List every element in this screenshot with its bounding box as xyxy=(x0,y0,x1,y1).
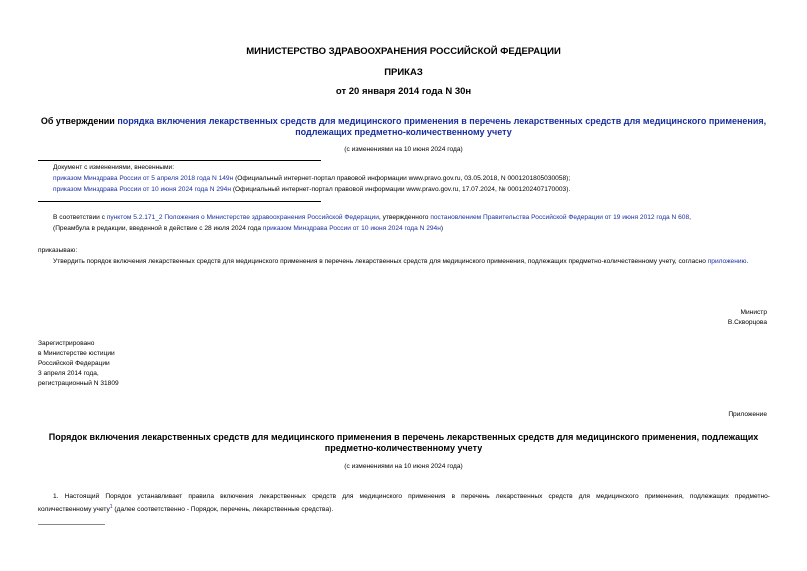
order-body: Утвердить порядок включения лекарственных средств для медицинского применения в перечень лекарственных средств для медицинского применения, подлежащих предметно-количественному учету, согласно xyxy=(53,258,706,265)
preamble-text: В соответствии с xyxy=(53,214,107,221)
preamble-text: (Преамбула в редакции, введенной в действие с 28 июля 2024 года xyxy=(53,225,263,232)
divider-top xyxy=(38,160,321,161)
doc-type-heading: ПРИКАЗ xyxy=(384,67,423,78)
registration-block xyxy=(38,339,119,389)
date-number-heading: от 20 января 2014 года N 30н xyxy=(335,86,472,97)
preamble-line-2 xyxy=(53,224,793,234)
appendix-label: Приложение xyxy=(728,411,767,418)
title-prefix: Об утверждении xyxy=(40,116,118,126)
registration-line: Зарегистрировано xyxy=(38,340,95,347)
appendix-paragraph-1 xyxy=(38,492,770,515)
preamble-text: , утвержденного xyxy=(378,214,431,221)
p1-text: (далее соответственно - Порядок, перечень, лекарственные средства). xyxy=(112,506,334,514)
registration-line: Российской Федерации xyxy=(38,360,110,367)
title-link[interactable]: порядка включения лекарственных средств для медицинского применения в перечень лекарственных средств для медицинского применения, xyxy=(117,116,767,126)
p1-line1: 1. Настоящий Порядок устанавливает правила включения лекарственных средств для медицинского применения в перечень лекарственных средств для медицинского применения, подлежащих предметно- xyxy=(53,493,770,500)
registration-line: регистрационный N 31809 xyxy=(38,380,119,387)
signature-role: Министр xyxy=(740,309,767,316)
signature xyxy=(728,308,767,328)
p1-text: количественному учету xyxy=(38,506,110,514)
change-rest-1: (Официальный интернет-портал правовой информации www.pravo.gov.ru, 03.05.2018, N 0001201805030058); xyxy=(233,175,571,182)
order-text xyxy=(38,257,770,267)
appendix-amend-note: (с изменениями на 10 июня 2024 года) xyxy=(344,463,463,470)
changes-block xyxy=(53,163,773,195)
footnote-ref[interactable]: 1 xyxy=(109,504,113,510)
appendix-title-line1: Порядок включения лекарственных средств для медицинского применения в перечень лекарственных средств для медицинского применения, подлежащих xyxy=(48,432,759,442)
signature-name: В.Скворцова xyxy=(727,319,767,326)
appendix-title-line2: предметно-количественному учету xyxy=(324,443,483,453)
registration-line: 3 апреля 2014 года, xyxy=(38,370,99,377)
title-link-line2[interactable]: подлежащих предметно-количественному учету xyxy=(295,127,512,137)
order-appendix-link[interactable]: приложению xyxy=(707,258,747,265)
order-end: . xyxy=(746,258,749,265)
change-rest-2: (Официальный интернет-портал правовой информации www.pravo.gov.ru, 17.07.2024, № 0001202407170003). xyxy=(230,186,571,193)
amend-note: (с изменениями на 10 июня 2024 года) xyxy=(344,146,463,153)
changes-item-1 xyxy=(53,174,773,184)
changes-item-2 xyxy=(53,185,773,195)
preamble-text: , xyxy=(689,214,691,221)
changes-heading: Документ с изменениями, внесенными: xyxy=(53,164,175,171)
p1-line2 xyxy=(38,502,770,515)
preamble-link-1[interactable]: пунктом 5.2.171_2 Положения о Министерстве здравоохранения Российской Федерации xyxy=(106,214,379,221)
order-word: приказываю: xyxy=(38,247,78,254)
appendix-title xyxy=(0,432,807,454)
preamble-text: ) xyxy=(440,225,444,232)
registration-line: в Министерстве юстиции xyxy=(38,350,115,357)
preamble-link-2[interactable]: постановлением Правительства Российской Федерации от 19 июня 2012 года N 608 xyxy=(430,214,690,221)
preamble xyxy=(53,213,793,234)
change-link-2[interactable]: приказом Минздрава России от 10 июня 2024 года N 294н xyxy=(53,186,231,193)
preamble-line-1 xyxy=(53,213,793,223)
footnote-divider xyxy=(38,524,105,525)
ministry-heading: МИНИСТЕРСТВО ЗДРАВООХРАНЕНИЯ РОССИЙСКОЙ ФЕДЕРАЦИИ xyxy=(246,46,561,57)
divider-bottom xyxy=(38,201,321,202)
change-link-1[interactable]: приказом Минздрава России от 5 апреля 2018 года N 149н xyxy=(53,175,234,182)
order-title xyxy=(0,116,807,138)
preamble-link-3[interactable]: приказом Минздрава России от 10 июня 2024 года N 294н xyxy=(262,225,441,232)
